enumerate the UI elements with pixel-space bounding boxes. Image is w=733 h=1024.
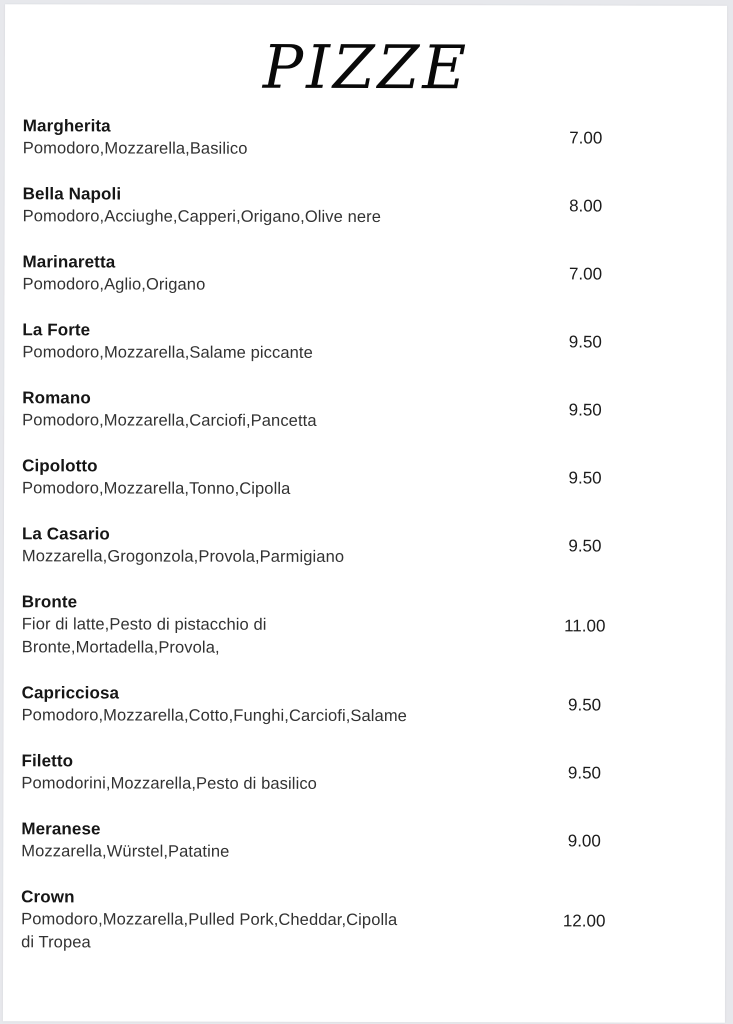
menu-item-description-line: Pomodorini,Mozzarella,Pesto di basilico bbox=[21, 774, 317, 793]
menu-item-description-line: Pomodoro,Mozzarella,Carciofi,Pancetta bbox=[22, 411, 317, 430]
menu-item-price: 9.50 bbox=[568, 332, 602, 352]
menu-item-price: 8.00 bbox=[569, 196, 603, 216]
menu-item-text bbox=[22, 386, 540, 433]
menu-item bbox=[22, 522, 726, 569]
menu-item-description-line: Mozzarella,Würstel,Patatine bbox=[21, 842, 230, 861]
menu-item-description-line: Pomodoro,Mozzarella,Cotto,Funghi,Carciofi,Salame bbox=[21, 706, 407, 726]
menu-item-description-line: Bronte,Mortadella,Provola, bbox=[21, 638, 220, 657]
menu-item-description-line: Pomodoro,Aglio,Origano bbox=[22, 275, 206, 294]
menu-item bbox=[22, 681, 726, 728]
menu-item bbox=[23, 114, 727, 161]
menu-item-description bbox=[23, 137, 541, 161]
menu-item-name: Filetto bbox=[21, 751, 74, 771]
menu-item-price: 9.50 bbox=[568, 536, 602, 556]
menu-item-description bbox=[22, 273, 540, 297]
menu-item-description-line: Pomodoro,Mozzarella,Salame piccante bbox=[22, 343, 313, 362]
menu-item-text bbox=[22, 590, 540, 660]
menu-item-price: 9.50 bbox=[568, 400, 602, 420]
menu-items-list bbox=[3, 114, 727, 956]
menu-item-name: Margherita bbox=[22, 116, 111, 136]
menu-item-text bbox=[22, 681, 540, 728]
menu-item bbox=[23, 182, 727, 229]
menu-item-text bbox=[22, 522, 540, 569]
menu-paper bbox=[3, 4, 727, 1023]
menu-item-description-line: Pomodoro,Mozzarella,Tonno,Cipolla bbox=[22, 479, 291, 498]
menu-item bbox=[21, 885, 725, 955]
menu-item-name: La Casario bbox=[21, 524, 110, 544]
menu-item-description bbox=[23, 205, 541, 229]
menu-item-price: 9.50 bbox=[568, 695, 602, 715]
menu-item-description bbox=[22, 341, 540, 365]
menu-item-description-line: di Tropea bbox=[21, 933, 91, 952]
menu-item-name: Romano bbox=[22, 388, 91, 408]
menu-item-name: Cipolotto bbox=[22, 456, 98, 476]
menu-item-text bbox=[22, 250, 540, 297]
menu-item-name: Meranese bbox=[21, 819, 101, 839]
menu-item bbox=[22, 590, 726, 660]
menu-item-description-line: Mozzarella,Grogonzola,Provola,Parmigiano bbox=[21, 547, 345, 566]
menu-item-price: 7.00 bbox=[569, 128, 603, 148]
menu-item-description bbox=[21, 840, 539, 864]
menu-item-text bbox=[21, 885, 539, 955]
menu-item-description bbox=[22, 704, 540, 728]
menu-item-name: Capricciosa bbox=[21, 683, 120, 703]
menu-item-text bbox=[23, 182, 541, 229]
menu-item-description-line: Pomodoro,Mozzarella,Basilico bbox=[22, 139, 248, 158]
menu-item-text bbox=[22, 318, 540, 365]
menu-item-price: 9.50 bbox=[567, 763, 602, 783]
menu-item bbox=[22, 318, 726, 365]
menu-item-description-line: Pomodoro,Acciughe,Capperi,Origano,Olive nere bbox=[22, 207, 382, 227]
menu-item bbox=[22, 386, 726, 433]
menu-item-description bbox=[22, 409, 540, 433]
menu-item-text bbox=[21, 749, 539, 796]
menu-item bbox=[21, 817, 725, 864]
menu-item-name: Bella Napoli bbox=[22, 184, 122, 204]
menu-item-text bbox=[21, 817, 539, 864]
menu-item-text bbox=[22, 454, 540, 501]
menu-item-description bbox=[22, 545, 540, 569]
menu-item bbox=[22, 250, 726, 297]
menu-item-name: Marinaretta bbox=[22, 252, 116, 272]
menu-item-price: 9.00 bbox=[567, 831, 601, 851]
menu-item-description bbox=[21, 908, 539, 955]
menu-item bbox=[21, 749, 725, 796]
menu-title: PIZZE bbox=[262, 32, 470, 104]
menu-item-description bbox=[22, 613, 540, 660]
menu-item-price: 9.50 bbox=[568, 468, 602, 488]
menu-item-name: Bronte bbox=[21, 592, 78, 612]
menu-item-description-line: Pomodoro,Mozzarella,Pulled Pork,Cheddar,Cipolla bbox=[21, 910, 398, 930]
menu-item-price: 7.00 bbox=[568, 264, 603, 284]
menu-item-description bbox=[22, 477, 540, 501]
menu-item-name: La Forte bbox=[22, 320, 91, 340]
menu-item-description bbox=[21, 772, 539, 796]
menu-item-price: 11.00 bbox=[564, 615, 606, 636]
menu-item-price: 12.00 bbox=[562, 910, 606, 931]
menu-item-name: Crown bbox=[21, 887, 75, 907]
menu-item-text bbox=[23, 114, 541, 161]
menu-item-description-line: Fior di latte,Pesto di pistacchio di bbox=[21, 615, 267, 634]
menu-item bbox=[22, 454, 726, 501]
